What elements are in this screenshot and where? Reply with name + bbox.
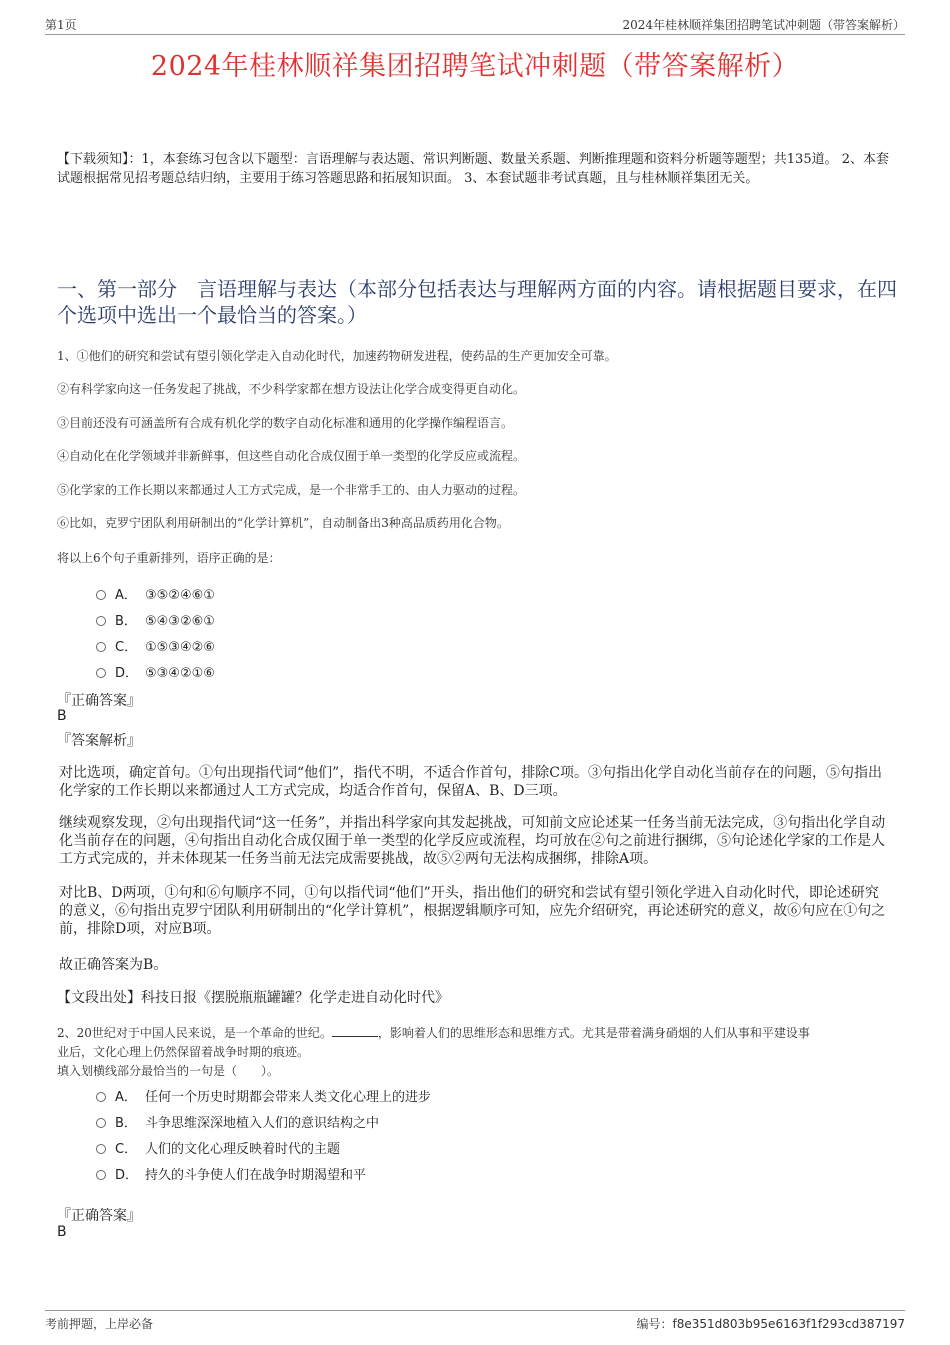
option-text: 人们的文化心理反映着时代的主题: [145, 1142, 341, 1157]
option-letter: D．: [115, 1168, 139, 1183]
q2-option-c[interactable]: [96, 1138, 340, 1157]
radio-icon[interactable]: [96, 590, 106, 600]
q2-option-a[interactable]: [96, 1086, 431, 1105]
option-letter: D．: [115, 666, 139, 681]
option-letter: B．: [115, 614, 137, 629]
option-letter: B．: [115, 1116, 137, 1131]
page-number: 第1页: [45, 18, 77, 32]
q1-option-d[interactable]: [96, 662, 215, 681]
fill-blank: [332, 1024, 378, 1037]
q2-answer: B: [57, 1224, 67, 1240]
page-header: [45, 14, 905, 35]
option-text: 持久的斗争使人们在战争时期渴望和平: [145, 1168, 367, 1183]
download-notice: 【下载须知】：1，本套练习包含以下题型：言语理解与表达题、常识判断题、数量关系题、判断推理题和资料分析题等题型；共135道。 2、本套试题根据常见招考题总结归纳，主要用于练习答题思路和拓展知识面。 3、本套试题非考试真题，且与桂林顺祥集团无关。: [57, 152, 889, 186]
section-heading: 一、第一部分 言语理解与表达（本部分包括表达与理解两方面的内容。请根据题目要求，在四个选项中选出一个最恰当的答案。）: [57, 277, 897, 327]
option-text: ⑤③④②①⑥: [145, 666, 215, 681]
option-letter: A．: [115, 1090, 137, 1105]
q2-stem-part2: ，影响着人们的思维形态和思维方式。尤其是带着满身硝烟的人们从事和平建设事: [377, 1026, 810, 1040]
q1-sentence-2: ②有科学家向这一任务发起了挑战，不少科学家都在想方设法让化学合成变得更自动化。: [57, 382, 526, 396]
option-letter: C．: [115, 640, 138, 655]
page-title: 2024年桂林顺祥集团招聘笔试冲刺题（带答案解析）: [150, 51, 800, 82]
header-doc-title: 2024年桂林顺祥集团招聘笔试冲刺题（带答案解析）: [622, 18, 905, 32]
radio-icon[interactable]: [96, 668, 106, 678]
q1-source: 【文段出处】科技日报《摆脱瓶瓶罐罐？化学走进自动化时代》: [57, 990, 449, 1006]
q2-stem-part1: 2、20世纪对于中国人民来说，是一个革命的世纪。: [57, 1026, 332, 1040]
option-text: ⑤④③②⑥①: [145, 614, 215, 629]
radio-icon[interactable]: [96, 1092, 106, 1102]
q2-stem-line2: 业后，文化心理上仍然保留着战争时期的痕迹。: [57, 1045, 310, 1059]
q2-stem: [57, 1024, 897, 1042]
option-text: ①⑤③④②⑥: [145, 640, 215, 655]
footer-slogan: 考前押题，上岸必备: [45, 1317, 154, 1331]
q1-prompt: 将以上6个句子重新排列，语序正确的是：: [57, 551, 281, 565]
q1-option-c[interactable]: [96, 636, 215, 655]
radio-icon[interactable]: [96, 1170, 106, 1180]
q1-analysis-4: 故正确答案为B。: [59, 957, 168, 973]
q1-answer: B: [57, 708, 67, 724]
q1-sentence-5: ⑤化学家的工作长期以来都通过人工方式完成，是一个非常手工的、由人力驱动的过程。: [57, 483, 526, 497]
q1-answer-label: 『正确答案』: [57, 693, 141, 709]
q1-sentence-3: ③目前还没有可涵盖所有合成有机化学的数字自动化标准和通用的化学操作编程语言。: [57, 416, 514, 430]
option-text: 任何一个历史时期都会带来人类文化心理上的进步: [145, 1090, 432, 1105]
q1-analysis-label: 『答案解析』: [57, 733, 141, 749]
q1-option-a[interactable]: [96, 584, 215, 603]
q2-answer-label: 『正确答案』: [57, 1208, 141, 1224]
radio-icon[interactable]: [96, 642, 106, 652]
q1-analysis-1: 对比选项，确定首句。①句出现指代词“他们”，指代不明，不适合作首句，排除C项。③句指出化学自动化当前存在的问题，⑤句指出化学家的工作长期以来都通过人工方式完成，均适合作首句，保留A、B、D三项。: [59, 765, 883, 799]
option-letter: A．: [115, 588, 137, 603]
radio-icon[interactable]: [96, 616, 106, 626]
footer-serial: 编号：f8e351d803b95e6163f1f293cd387197: [636, 1317, 905, 1331]
option-text: ③⑤②④⑥①: [145, 588, 215, 603]
q1-sentence-4: ④自动化在化学领域并非新鲜事，但这些自动化合成仅囿于单一类型的化学反应或流程。: [57, 449, 526, 463]
q2-option-d[interactable]: [96, 1164, 366, 1183]
option-letter: C．: [115, 1142, 138, 1157]
q1-option-b[interactable]: [96, 610, 215, 629]
q1-analysis-3: 对比B、D两项，①句和⑥句顺序不同，①句以指代词“他们”开头，指出他们的研究和尝试有望引领化学进入自动化时代，即论述研究的意义，⑥句指出克罗宁团队利用研制出的“化学计算机”，根据逻辑顺序可知，应先介绍研究，再论述研究的意义，故⑥句应在①句之前，排除D项，对应B项。: [59, 885, 886, 937]
q1-stem: 1、①他们的研究和尝试有望引领化学走入自动化时代，加速药物研发进程，使药品的生产更加安全可靠。: [57, 349, 617, 363]
q1-sentence-6: ⑥比如，克罗宁团队利用研制出的“化学计算机”，自动制备出3种高品质药用化合物。: [57, 516, 509, 530]
option-text: 斗争思维深深地植入人们的意识结构之中: [145, 1116, 380, 1131]
radio-icon[interactable]: [96, 1144, 106, 1154]
radio-icon[interactable]: [96, 1118, 106, 1128]
q1-analysis-2: 继续观察发现，②句出现指代词“这一任务”，并指出科学家向其发起挑战，可知前文应论述某一任务当前无法完成，③句指出化学自动化当前存在的问题，④句指出自动化合成仅囿于单一类型的化学反应或流程，均可放在②句之前进行捆绑，⑤句论述化学家的工作是人工方式完成的，并未体现某一任务当前无法完成需要挑战，故⑤②两句无法构成捆绑，排除A项。: [59, 815, 886, 867]
page-footer: [45, 1310, 905, 1331]
q2-option-b[interactable]: [96, 1112, 379, 1131]
q2-prompt: 填入划横线部分最恰当的一句是（ ）。: [57, 1064, 280, 1078]
